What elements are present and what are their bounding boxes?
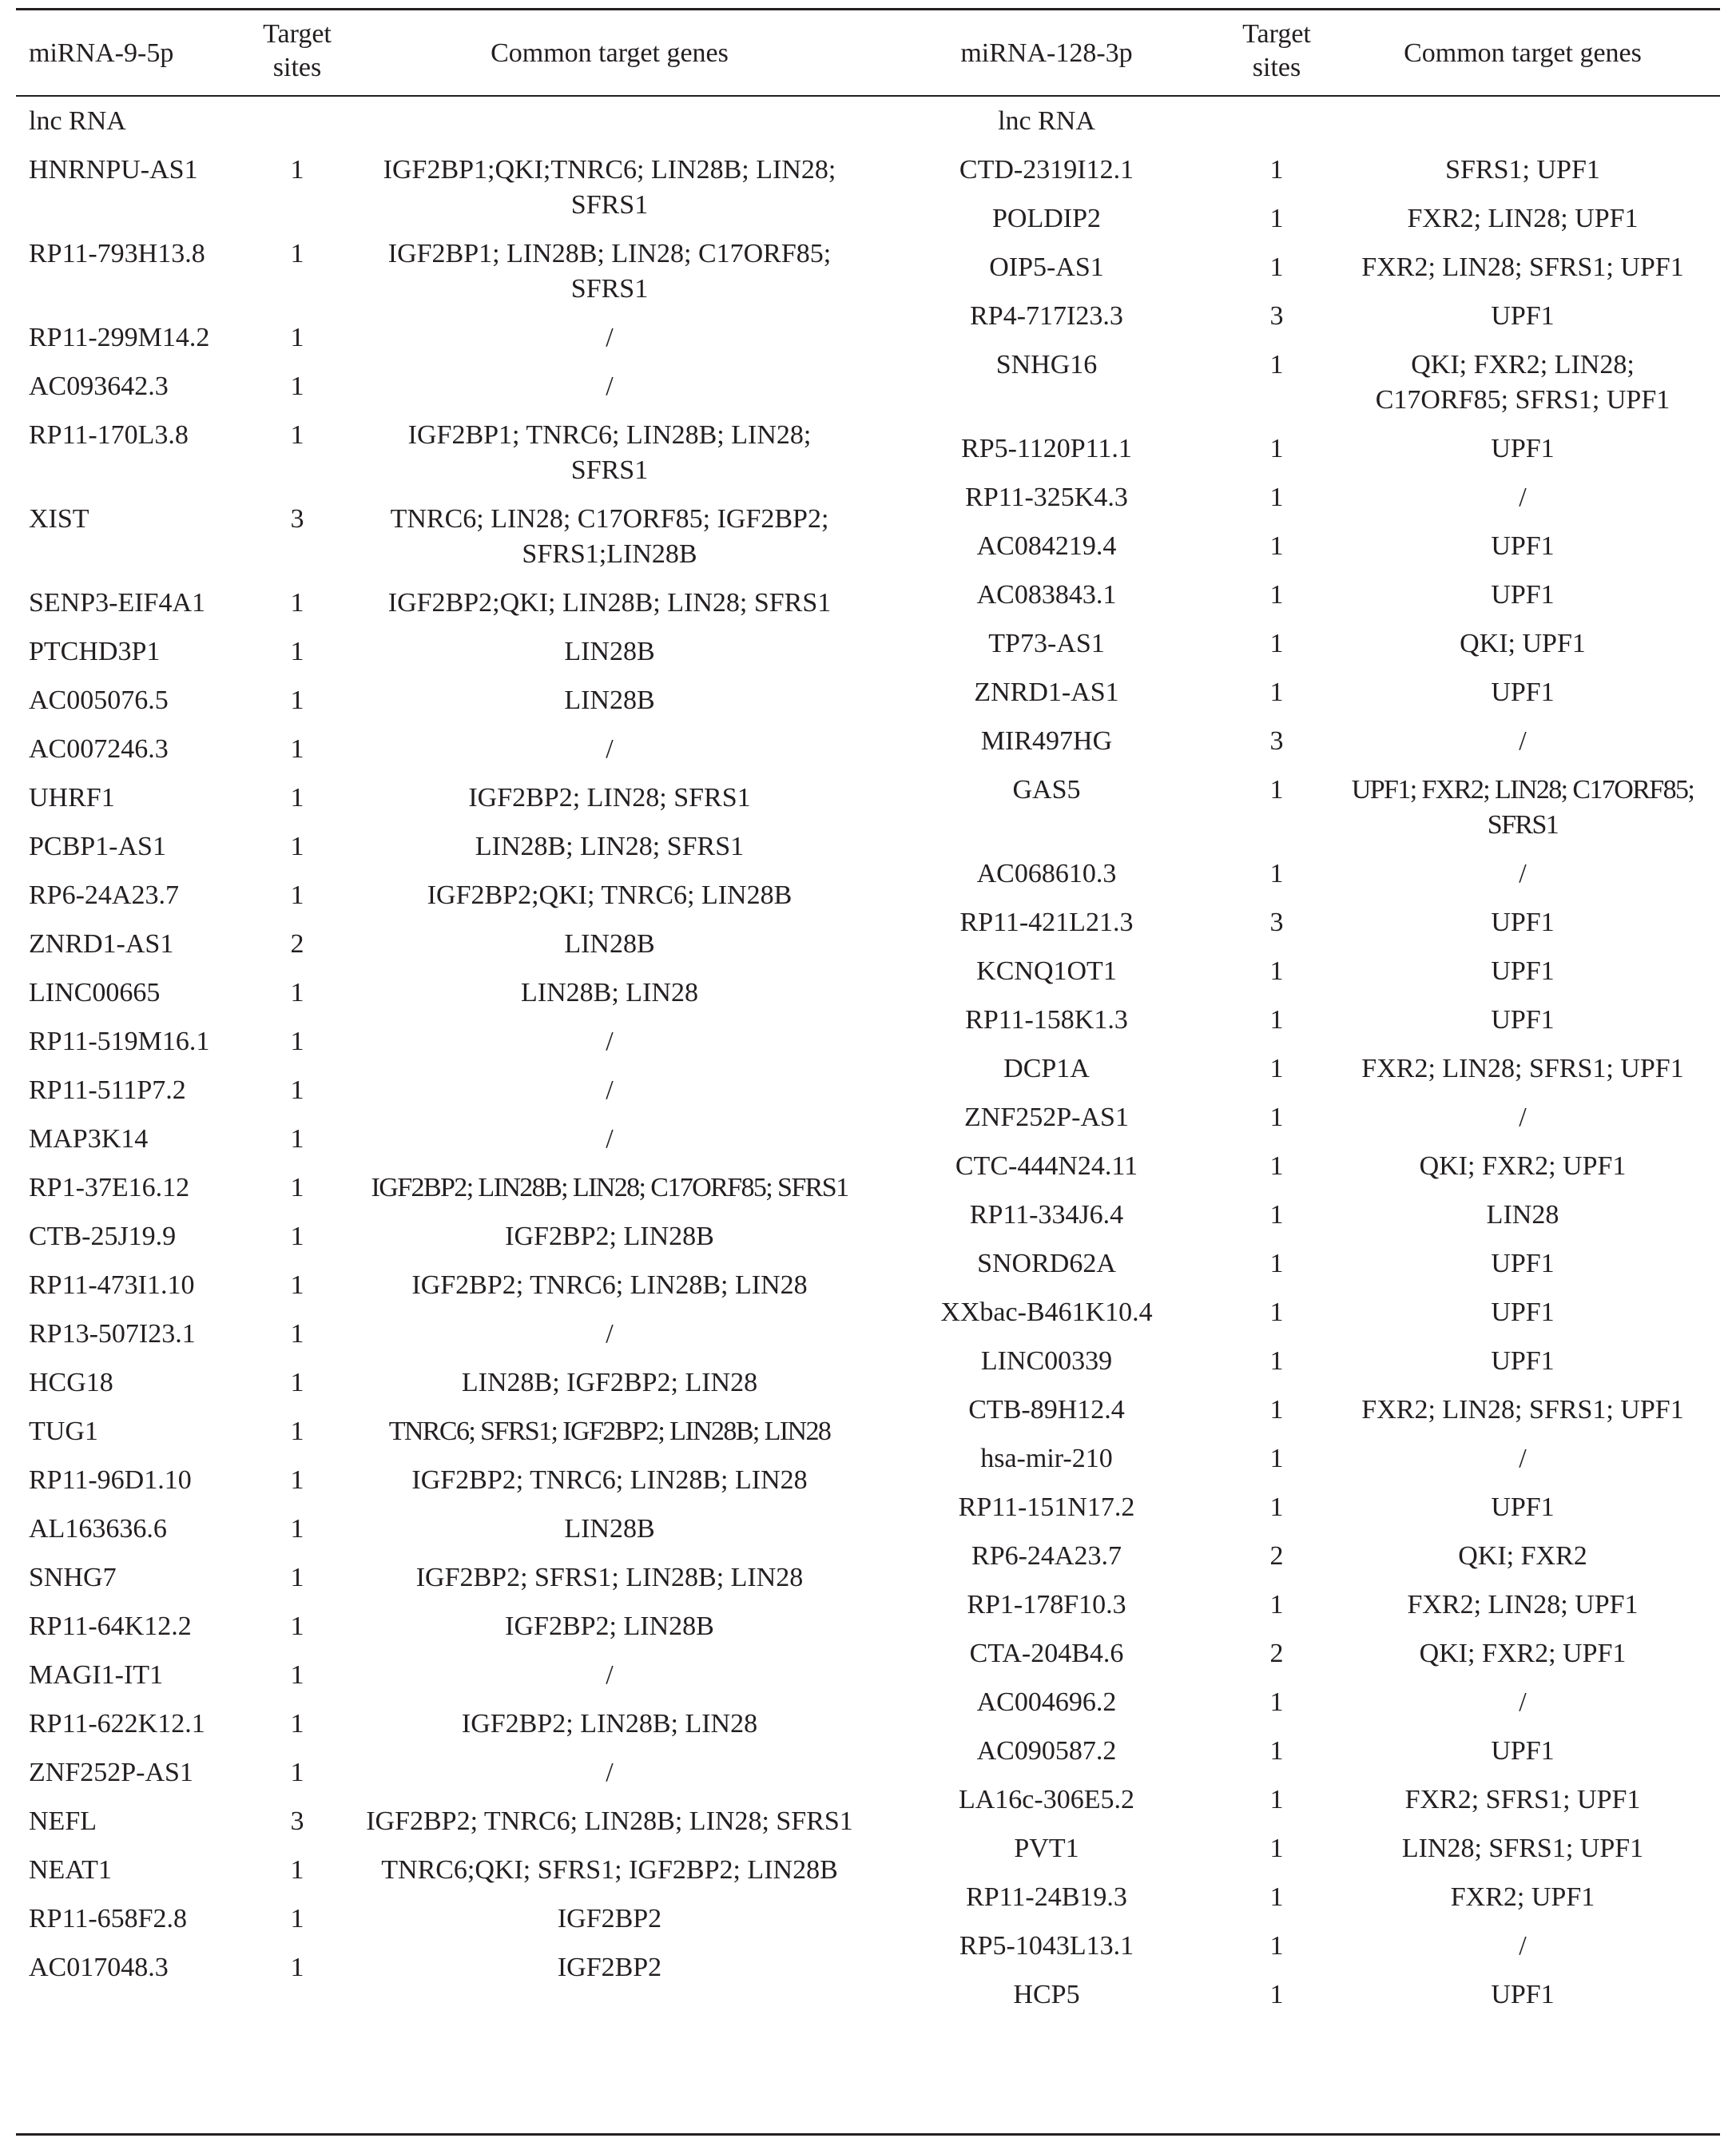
right-row-common-target-genes: LIN28: [1486, 1200, 1559, 1230]
right-row-name: RP11-325K4.3: [965, 483, 1128, 512]
header-col4-mirna-128-3p: miRNA-128-3p: [960, 38, 1133, 68]
left-row-name: SNHG7: [29, 1563, 117, 1592]
left-row-target-sites: 1: [290, 1758, 304, 1787]
left-row-name: ZNF252P-AS1: [29, 1758, 193, 1787]
left-row-target-sites: 3: [290, 504, 304, 534]
right-row-target-sites: 1: [1269, 859, 1284, 888]
left-row-name: RP1-37E16.12: [29, 1173, 190, 1202]
left-row-name: UHRF1: [29, 783, 115, 813]
right-row-name: AC068610.3: [976, 859, 1117, 888]
right-row-name: AC083843.1: [976, 580, 1117, 610]
left-row-name: RP6-24A23.7: [29, 880, 179, 910]
right-row-name: SNHG16: [995, 350, 1098, 380]
right-row-name: HCP5: [1013, 1980, 1080, 2009]
header-col2-line2: sites: [272, 53, 322, 82]
left-row-target-sites: 1: [290, 420, 304, 450]
right-row-name: DCP1A: [1003, 1054, 1090, 1083]
left-row-name: AC007246.3: [29, 734, 169, 764]
right-row-name: GAS5: [1012, 775, 1081, 805]
right-row-common-target-genes: UPF1: [1491, 956, 1555, 986]
left-row-common-target-genes: SFRS1: [570, 274, 649, 304]
right-row-common-target-genes: QKI; FXR2; LIN28;: [1411, 350, 1635, 380]
right-row-target-sites: 1: [1269, 775, 1284, 805]
right-row-name: RP4-717I23.3: [970, 301, 1123, 331]
right-row-common-target-genes: QKI; FXR2: [1458, 1541, 1587, 1571]
right-row-common-target-genes: UPF1: [1491, 301, 1555, 331]
header-rule: [16, 95, 1720, 97]
left-row-common-target-genes: IGF2BP2; LIN28B; LIN28; C17ORF85; SFRS1: [371, 1173, 848, 1202]
left-row-target-sites: 1: [290, 1368, 304, 1397]
left-row-target-sites: 1: [290, 1953, 304, 1982]
left-row-name: ZNRD1-AS1: [29, 929, 174, 959]
right-row-target-sites: 1: [1269, 1298, 1284, 1327]
left-row-name: RP11-622K12.1: [29, 1709, 205, 1739]
right-row-name: POLDIP2: [991, 204, 1102, 233]
left-row-common-target-genes: IGF2BP2; LIN28B; LIN28: [461, 1709, 758, 1739]
left-row-name: RP11-299M14.2: [29, 323, 210, 352]
right-row-target-sites: 1: [1269, 1005, 1284, 1035]
left-row-name: AC017048.3: [29, 1953, 169, 1982]
left-row-name: XIST: [29, 504, 89, 534]
left-row-common-target-genes: /: [606, 1075, 614, 1105]
left-row-name: HCG18: [29, 1368, 113, 1397]
right-row-target-sites: 1: [1269, 1151, 1284, 1181]
right-row-common-target-genes: FXR2; UPF1: [1450, 1882, 1595, 1912]
left-row-name: RP11-511P7.2: [29, 1075, 186, 1105]
right-row-target-sites: 1: [1269, 1054, 1284, 1083]
left-row-name: MAP3K14: [29, 1124, 149, 1154]
right-row-common-target-genes: QKI; FXR2; UPF1: [1419, 1639, 1627, 1668]
right-row-common-target-genes: UPF1: [1491, 1005, 1555, 1035]
right-row-name: RP6-24A23.7: [971, 1541, 1122, 1571]
left-row-name: SENP3-EIF4A1: [29, 588, 206, 618]
right-row-common-target-genes: LIN28; SFRS1; UPF1: [1401, 1834, 1644, 1863]
right-row-common-target-genes: UPF1: [1491, 678, 1555, 707]
left-row-name: RP13-507I23.1: [29, 1319, 196, 1349]
right-row-name: XXbac-B461K10.4: [940, 1298, 1153, 1327]
bottom-rule: [16, 2133, 1720, 2136]
left-row-target-sites: 1: [290, 1124, 304, 1154]
right-row-name: RP11-158K1.3: [965, 1005, 1128, 1035]
right-row-target-sites: 1: [1269, 1882, 1284, 1912]
right-row-target-sites: 1: [1269, 1931, 1284, 1961]
right-row-target-sites: 1: [1269, 155, 1284, 185]
right-row-common-target-genes: /: [1519, 1103, 1527, 1132]
right-row-name: CTD-2319I12.1: [959, 155, 1134, 185]
left-row-common-target-genes: LIN28B: [564, 686, 655, 715]
right-row-target-sites: 1: [1269, 204, 1284, 233]
left-row-common-target-genes: IGF2BP2: [557, 1904, 662, 1933]
right-row-common-target-genes: FXR2; LIN28; SFRS1; UPF1: [1361, 252, 1684, 282]
right-row-target-sites: 2: [1269, 1639, 1284, 1668]
left-row-name: PCBP1-AS1: [29, 832, 166, 861]
right-row-name: hsa-mir-210: [980, 1444, 1113, 1473]
right-row-common-target-genes: QKI; UPF1: [1460, 629, 1586, 658]
left-row-target-sites: 1: [290, 1075, 304, 1105]
right-row-target-sites: 1: [1269, 1200, 1284, 1230]
header-col5-line2: sites: [1252, 53, 1301, 82]
right-row-target-sites: 3: [1269, 301, 1284, 331]
left-row-common-target-genes: /: [606, 734, 614, 764]
right-row-name: SNORD62A: [977, 1249, 1116, 1278]
right-row-name: MIR497HG: [980, 726, 1113, 756]
left-row-common-target-genes: IGF2BP2;QKI; LIN28B; LIN28; SFRS1: [387, 588, 832, 618]
left-row-target-sites: 1: [290, 1319, 304, 1349]
left-row-common-target-genes: LIN28B; LIN28: [521, 978, 698, 1007]
header-col5-target-sites: [1224, 18, 1329, 85]
left-row-target-sites: 1: [290, 155, 304, 185]
right-row-common-target-genes: /: [1519, 483, 1527, 512]
left-row-name: HNRNPU-AS1: [29, 155, 198, 185]
right-row-target-sites: 1: [1269, 678, 1284, 707]
right-row-name: TP73-AS1: [988, 629, 1105, 658]
left-row-target-sites: 1: [290, 686, 304, 715]
right-section-label: lnc RNA: [998, 106, 1095, 136]
left-row-target-sites: 1: [290, 1514, 304, 1544]
right-row-common-target-genes: FXR2; LIN28; SFRS1; UPF1: [1361, 1054, 1684, 1083]
right-row-common-target-genes: UPF1: [1491, 908, 1555, 937]
header-col5-line1: Target: [1242, 19, 1311, 49]
right-row-name: LINC00339: [980, 1346, 1113, 1376]
right-row-target-sites: 1: [1269, 1395, 1284, 1425]
left-row-common-target-genes: IGF2BP2;QKI; TNRC6; LIN28B: [427, 880, 793, 910]
right-row-common-target-genes: FXR2; LIN28; UPF1: [1407, 204, 1639, 233]
left-row-target-sites: 1: [290, 734, 304, 764]
right-row-name: RP5-1043L13.1: [959, 1931, 1134, 1961]
left-row-common-target-genes: LIN28B: [564, 1514, 655, 1544]
right-row-name: KCNQ1OT1: [976, 956, 1117, 986]
right-row-target-sites: 1: [1269, 1444, 1284, 1473]
left-row-target-sites: 2: [290, 929, 304, 959]
left-row-common-target-genes: SFRS1: [570, 455, 649, 485]
right-row-common-target-genes: UPF1: [1491, 1298, 1555, 1327]
right-row-target-sites: 1: [1269, 1492, 1284, 1522]
header-col1-mirna-9-5p: miRNA-9-5p: [29, 38, 174, 68]
right-row-common-target-genes: UPF1: [1491, 1736, 1555, 1766]
right-row-target-sites: 3: [1269, 908, 1284, 937]
header-col2-line1: Target: [263, 19, 332, 49]
left-row-common-target-genes: IGF2BP2; LIN28B: [505, 1611, 714, 1641]
right-row-common-target-genes: FXR2; SFRS1; UPF1: [1404, 1785, 1641, 1814]
left-row-common-target-genes: /: [606, 372, 614, 401]
left-row-target-sites: 1: [290, 1904, 304, 1933]
right-row-name: ZNF252P-AS1: [964, 1103, 1129, 1132]
right-row-name: RP11-151N17.2: [958, 1492, 1135, 1522]
right-row-target-sites: 1: [1269, 580, 1284, 610]
left-row-target-sites: 1: [290, 1027, 304, 1056]
left-row-common-target-genes: TNRC6;QKI; SFRS1; IGF2BP2; LIN28B: [381, 1855, 838, 1885]
header-col2-target-sites: [244, 18, 350, 85]
left-row-target-sites: 1: [290, 239, 304, 268]
right-row-common-target-genes: /: [1519, 1444, 1527, 1473]
left-row-target-sites: 1: [290, 1563, 304, 1592]
right-row-name: AC090587.2: [976, 1736, 1117, 1766]
right-row-common-target-genes: UPF1: [1491, 434, 1555, 463]
left-row-name: RP11-793H13.8: [29, 239, 205, 268]
left-row-name: RP11-170L3.8: [29, 420, 189, 450]
right-row-name: AC004696.2: [976, 1687, 1117, 1717]
left-row-common-target-genes: IGF2BP1; TNRC6; LIN28B; LIN28;: [407, 420, 812, 450]
left-row-target-sites: 1: [290, 783, 304, 813]
right-row-target-sites: 1: [1269, 1103, 1284, 1132]
right-row-target-sites: 3: [1269, 726, 1284, 756]
left-row-common-target-genes: /: [606, 323, 614, 352]
left-row-common-target-genes: TNRC6; SFRS1; IGF2BP2; LIN28B; LIN28: [388, 1417, 831, 1446]
left-row-name: AC093642.3: [29, 372, 169, 401]
right-row-name: RP5-1120P11.1: [961, 434, 1132, 463]
left-row-common-target-genes: IGF2BP2: [557, 1953, 662, 1982]
right-row-name: RP11-24B19.3: [966, 1882, 1127, 1912]
left-row-name: LINC00665: [29, 978, 161, 1007]
right-row-name: RP11-334J6.4: [969, 1200, 1124, 1230]
left-row-common-target-genes: /: [606, 1660, 614, 1690]
right-row-common-target-genes: UPF1: [1491, 580, 1555, 610]
right-row-common-target-genes: UPF1: [1491, 531, 1555, 561]
right-row-target-sites: 1: [1269, 956, 1284, 986]
left-row-common-target-genes: IGF2BP2; SFRS1; LIN28B; LIN28: [415, 1563, 804, 1592]
right-row-common-target-genes: UPF1: [1491, 1346, 1555, 1376]
right-row-name: RP11-421L21.3: [959, 908, 1134, 937]
left-row-name: NEAT1: [29, 1855, 112, 1885]
right-row-target-sites: 1: [1269, 1346, 1284, 1376]
right-row-target-sites: 1: [1269, 1736, 1284, 1766]
right-row-target-sites: 1: [1269, 1249, 1284, 1278]
top-rule: [16, 8, 1720, 10]
right-row-target-sites: 1: [1269, 252, 1284, 282]
left-row-target-sites: 1: [290, 832, 304, 861]
left-row-name: AL163636.6: [29, 1514, 167, 1544]
right-row-common-target-genes: UPF1; FXR2; LIN28; C17ORF85;: [1351, 775, 1694, 805]
right-row-common-target-genes: FXR2; LIN28; SFRS1; UPF1: [1361, 1395, 1684, 1425]
left-row-common-target-genes: IGF2BP2; LIN28B: [505, 1222, 714, 1251]
left-row-common-target-genes: IGF2BP1; LIN28B; LIN28; C17ORF85;: [387, 239, 832, 268]
left-row-target-sites: 1: [290, 1855, 304, 1885]
right-row-name: CTB-89H12.4: [968, 1395, 1125, 1425]
left-row-common-target-genes: IGF2BP2; TNRC6; LIN28B; LIN28; SFRS1: [366, 1806, 853, 1836]
left-row-target-sites: 1: [290, 1173, 304, 1202]
left-row-target-sites: 1: [290, 1270, 304, 1300]
right-row-name: CTA-204B4.6: [969, 1639, 1124, 1668]
left-row-name: AC005076.5: [29, 686, 169, 715]
left-row-common-target-genes: /: [606, 1124, 614, 1154]
right-row-target-sites: 1: [1269, 1590, 1284, 1619]
left-row-common-target-genes: IGF2BP2; TNRC6; LIN28B; LIN28: [411, 1465, 808, 1495]
left-row-target-sites: 1: [290, 588, 304, 618]
right-row-target-sites: 1: [1269, 531, 1284, 561]
right-row-target-sites: 1: [1269, 434, 1284, 463]
left-row-name: RP11-519M16.1: [29, 1027, 210, 1056]
left-row-common-target-genes: /: [606, 1319, 614, 1349]
left-row-common-target-genes: LIN28B; IGF2BP2; LIN28: [461, 1368, 758, 1397]
right-row-name: CTC-444N24.11: [955, 1151, 1138, 1181]
left-section-label: lnc RNA: [29, 106, 126, 136]
right-row-common-target-genes: SFRS1: [1487, 810, 1559, 840]
left-row-target-sites: 1: [290, 637, 304, 666]
left-row-target-sites: 1: [290, 1417, 304, 1446]
left-row-target-sites: 1: [290, 1660, 304, 1690]
right-row-common-target-genes: C17ORF85; SFRS1; UPF1: [1375, 385, 1670, 415]
right-row-common-target-genes: /: [1519, 726, 1527, 756]
left-row-name: TUG1: [29, 1417, 98, 1446]
left-row-target-sites: 1: [290, 1465, 304, 1495]
right-row-common-target-genes: SFRS1; UPF1: [1445, 155, 1600, 185]
left-row-common-target-genes: LIN28B: [564, 929, 655, 959]
left-row-target-sites: 1: [290, 880, 304, 910]
right-row-target-sites: 1: [1269, 1980, 1284, 2009]
left-row-target-sites: 1: [290, 1222, 304, 1251]
right-row-common-target-genes: UPF1: [1491, 1249, 1555, 1278]
right-row-common-target-genes: UPF1: [1491, 1980, 1555, 2009]
header-col3-common-target-genes: Common target genes: [491, 38, 729, 68]
right-row-common-target-genes: /: [1519, 1687, 1527, 1717]
left-row-common-target-genes: SFRS1: [570, 190, 649, 220]
left-row-name: CTB-25J19.9: [29, 1222, 177, 1251]
left-row-name: PTCHD3P1: [29, 637, 161, 666]
header-col6-common-target-genes: Common target genes: [1404, 38, 1642, 68]
left-row-target-sites: 1: [290, 1611, 304, 1641]
left-row-common-target-genes: IGF2BP1;QKI;TNRC6; LIN28B; LIN28;: [383, 155, 836, 185]
left-row-common-target-genes: IGF2BP2; TNRC6; LIN28B; LIN28: [411, 1270, 808, 1300]
left-row-name: MAGI1-IT1: [29, 1660, 164, 1690]
right-row-name: OIP5-AS1: [989, 252, 1104, 282]
left-row-name: RP11-64K12.2: [29, 1611, 192, 1641]
left-row-target-sites: 1: [290, 1709, 304, 1739]
right-row-target-sites: 1: [1269, 1785, 1284, 1814]
left-row-target-sites: 1: [290, 372, 304, 401]
right-row-name: AC084219.4: [976, 531, 1117, 561]
right-row-common-target-genes: /: [1519, 1931, 1527, 1961]
left-row-common-target-genes: /: [606, 1758, 614, 1787]
right-row-name: ZNRD1-AS1: [974, 678, 1119, 707]
right-row-target-sites: 1: [1269, 350, 1284, 380]
left-row-common-target-genes: LIN28B; LIN28; SFRS1: [475, 832, 745, 861]
left-row-name: RP11-96D1.10: [29, 1465, 192, 1495]
right-row-target-sites: 1: [1269, 629, 1284, 658]
right-row-common-target-genes: /: [1519, 859, 1527, 888]
right-row-target-sites: 1: [1269, 1687, 1284, 1717]
left-row-common-target-genes: SFRS1;LIN28B: [522, 539, 697, 569]
right-row-name: PVT1: [1014, 1834, 1079, 1863]
right-row-target-sites: 1: [1269, 1834, 1284, 1863]
left-row-target-sites: 1: [290, 323, 304, 352]
left-row-target-sites: 3: [290, 1806, 304, 1836]
left-row-common-target-genes: TNRC6; LIN28; C17ORF85; IGF2BP2;: [390, 504, 829, 534]
left-row-common-target-genes: /: [606, 1027, 614, 1056]
left-row-common-target-genes: LIN28B: [564, 637, 655, 666]
left-row-common-target-genes: IGF2BP2; LIN28; SFRS1: [468, 783, 751, 813]
left-row-target-sites: 1: [290, 978, 304, 1007]
right-row-name: RP1-178F10.3: [967, 1590, 1126, 1619]
left-row-name: RP11-658F2.8: [29, 1904, 188, 1933]
left-row-name: NEFL: [29, 1806, 97, 1836]
left-row-name: RP11-473I1.10: [29, 1270, 195, 1300]
right-row-target-sites: 1: [1269, 483, 1284, 512]
right-row-common-target-genes: QKI; FXR2; UPF1: [1419, 1151, 1627, 1181]
right-row-common-target-genes: FXR2; LIN28; UPF1: [1407, 1590, 1639, 1619]
right-row-target-sites: 2: [1269, 1541, 1284, 1571]
right-row-common-target-genes: UPF1: [1491, 1492, 1555, 1522]
right-row-name: LA16c-306E5.2: [958, 1785, 1134, 1814]
